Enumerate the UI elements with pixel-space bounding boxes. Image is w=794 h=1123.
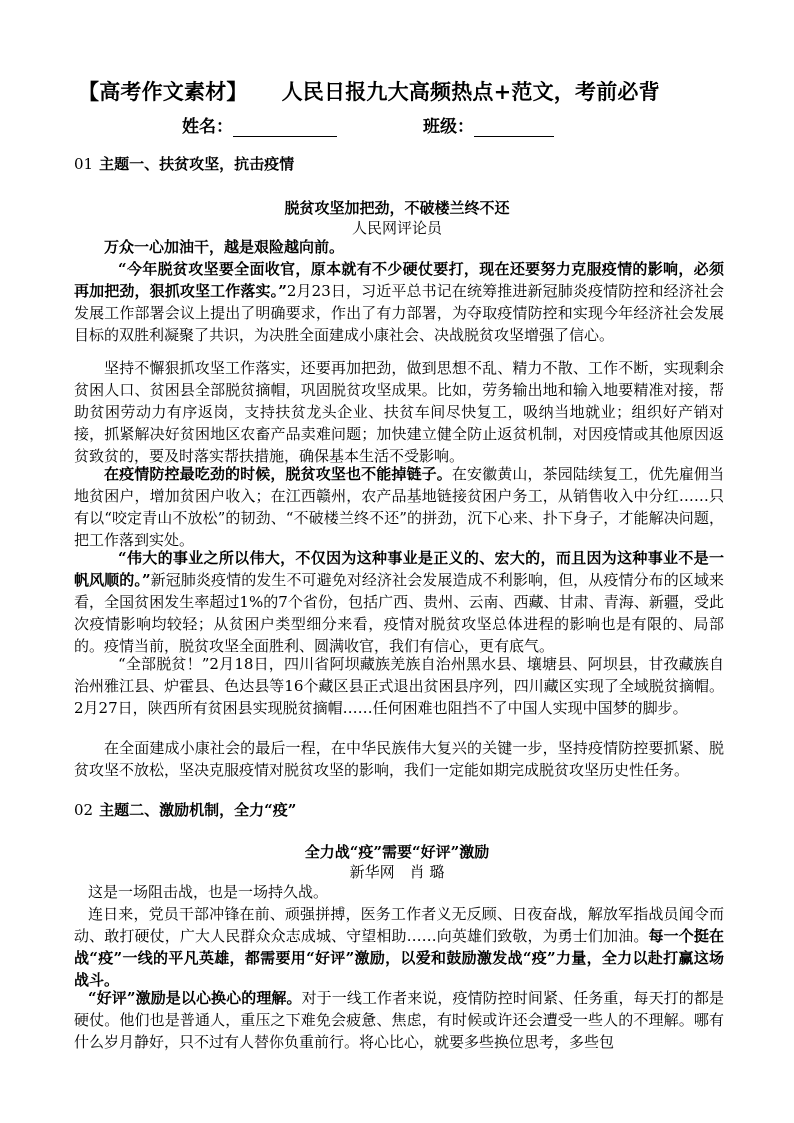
paragraph (74, 987, 724, 1053)
article-title: 全力战“疫”需要“好评”激励 (304, 843, 490, 861)
paragraph (74, 463, 724, 551)
paragraph-text: 连日来，党员干部冲锋在前、顽强拼搏，医务工作者义无反顾、日夜奋战，解放军指战员闻令而动、敢打硬仗，广大人民群众众志成城、守望相助……向英雄们致敬，为勇士们加油。 (74, 905, 724, 945)
class-label: 班级： (423, 117, 474, 137)
paragraph-text: 在全面建成小康社会的最后一程，在中华民族伟大复兴的关键一步，坚持疫情防控要抓紧、脱贫攻坚不放松，坚决克服疫情对脱贫攻坚的影响，我们一定能如期完成脱贫攻坚历史性任务。 (74, 739, 724, 779)
section-title: 主题一、扶贫攻坚，抗击疫情 (99, 155, 295, 173)
article-author: 人民网评论员 (351, 219, 442, 237)
name-label: 姓名： (182, 117, 233, 137)
bold-text: “好评”激励是以心换心的理解。 (88, 989, 302, 1007)
paragraph (74, 236, 724, 258)
bold-quote: “伟大的事业之所以伟大，不仅因为这种事业是正义的、宏大的，而且因为这种事业不是一帆风顺的。” (74, 549, 724, 589)
title-main: 人民日报九大高频热点+范文，考前必背 (281, 79, 660, 104)
paragraph-text: “全部脱贫！”2月18日，四川省阿坝藏族羌族自治州黑水县、壤塘县、阿坝县，甘孜藏族自治州雅江县、炉霍县、色达县等16个藏区县正式退出贫困县序列，四川藏区实现了全域脱贫摘帽。2月27日，陕西所有贫困县实现脱贫摘帽……任何困难也阻挡不了中国人实现中国梦的脚步。 (74, 655, 724, 717)
section-number: 02 (74, 801, 94, 819)
paragraph (74, 357, 724, 467)
paragraph (74, 653, 724, 719)
title-tag: 【高考作文素材】 (78, 79, 248, 104)
paragraph-text: 坚持不懈狠抓攻坚工作落实，还要再加把劲，做到思想不乱、精力不散、工作不断，实现剩余贫困人口、贫困县全部脱贫摘帽，巩固脱贫攻坚成果。比如，劳务输出地和输入地要精准对接，帮助贫困劳动力有序返岗，支持扶贫龙头企业、扶贫车间尽快复工，吸纳当地就业；组织好产销对接，抓紧解决好贫困地区农畜产品卖难问题；加快建立健全防止返贫机制，对因疫情或其他原因返贫致贫的，要及时落实帮扶措施，确保基本生活不受影响。 (74, 359, 724, 465)
class-blank[interactable] (474, 118, 554, 137)
paragraph-text: 对于一线工作者来说，疫情防控时间紧、任务重，每天打的都是硬仗。他们也是普通人，重压之下难免会疲惫、焦虑，有时候或许还会遭受一些人的不理解。哪有什么岁月静好，只不过有人替你负重前行。将心比心，就要多些换位思考，多些包 (74, 989, 724, 1051)
bold-text: 万众一心加油干，越是艰险越向前。 (104, 238, 345, 256)
name-blank[interactable] (233, 118, 337, 137)
document-title (78, 76, 718, 106)
bold-text: 在疫情防控最吃劲的时候，脱贫攻坚也不能掉链子。 (104, 465, 452, 483)
student-info-line (182, 112, 554, 137)
article-author: 新华网 肖 璐 (349, 863, 445, 881)
paragraph (74, 258, 724, 346)
paragraph (74, 881, 724, 903)
paragraph-text: 新冠肺炎疫情的发生不可避免对经济社会发展造成不利影响，但，从疫情分布的区域来看，全国贫困发生率超过1%的7个省份，包括广西、贵州、云南、西藏、甘肃、青海、新疆，受此次疫情影响均较轻；从贫困户类型细分来看，疫情对脱贫攻坚总体进程的影响也是有限的、局部的。疫情当前，脱贫攻坚全面胜利、圆满收官，我们有信心，更有底气。 (74, 571, 724, 655)
paragraph-text: 2月23日，习近平总书记在统筹推进新冠肺炎疫情防控和经济社会发展工作部署会议上提出了明确要求，作出了有力部署，为夺取疫情防控和实现今年经济社会发展目标的双胜利凝聚了共识，为决胜全面建成小康社会、决战脱贫攻坚增强了信心。 (74, 282, 724, 344)
paragraph (74, 547, 724, 657)
paragraph (74, 737, 724, 781)
paragraph (74, 903, 724, 991)
section-number: 01 (74, 155, 94, 173)
article-title: 脱贫攻坚加把劲，不破楼兰终不还 (284, 199, 510, 217)
section-heading-1 (74, 153, 294, 174)
paragraph-text: 在安徽黄山，茶园陆续复工，优先雇佣当地贫困户，增加贫困户收入；在江西赣州，农产品基地链接贫困户务工，从销售收入中分红……只有以“咬定青山不放松”的韧劲、“不破楼兰终不还”的拼劲，沉下心来、扑下身子，才能解决问题，把工作落到实处。 (74, 465, 724, 549)
bold-text: 每一个挺在战“疫”一线的平凡英雄，都需要用“好评”激励，以爱和鼓励激发战“疫”力量，全力以赴打赢这场战斗。 (74, 927, 724, 989)
bold-quote: “今年脱贫攻坚要全面收官，原本就有不少硬仗要打，现在还要努力克服疫情的影响，必须再加把劲，狠抓攻坚工作落实。” (74, 260, 724, 300)
paragraph-text: 这是一场阻击战，也是一场持久战。 (88, 883, 329, 901)
section-title: 主题二、激励机制，全力“疫” (99, 801, 297, 819)
section-heading-2 (74, 799, 296, 820)
